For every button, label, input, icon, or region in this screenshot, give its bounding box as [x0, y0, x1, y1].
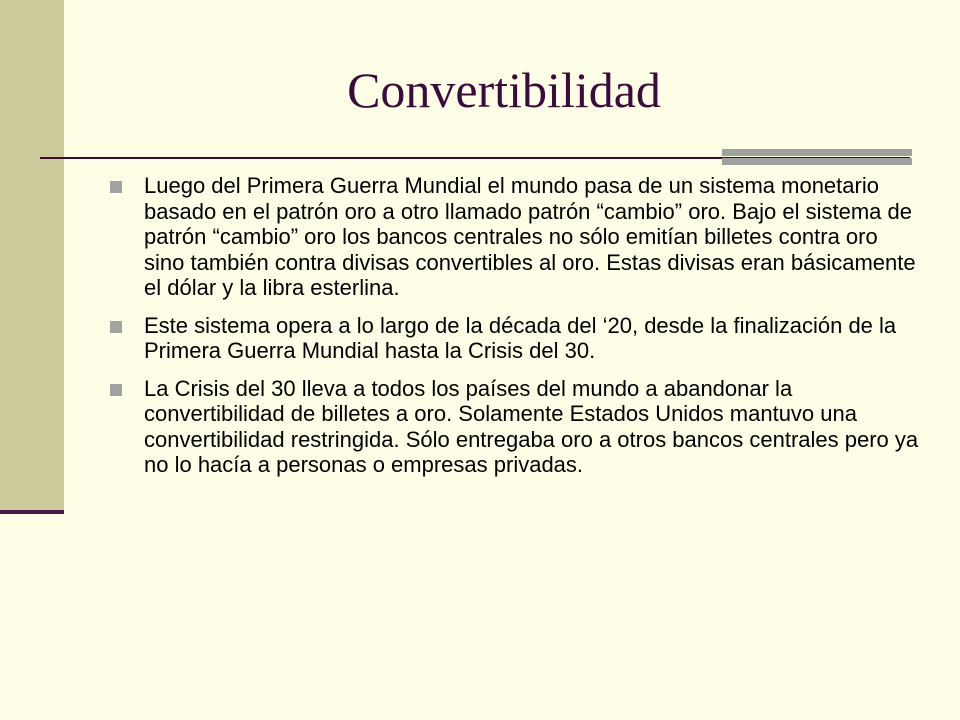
bullet-text: Este sistema opera a lo largo de la década del ‘20, desde la finalización de la Primera Guerra Mundial hasta la Crisis del 30.	[144, 312, 897, 363]
square-bullet-icon	[110, 321, 122, 333]
square-bullet-icon	[110, 384, 122, 396]
bullet-item	[110, 313, 920, 364]
title-underline-accent	[722, 149, 912, 165]
left-band-rule	[0, 510, 64, 514]
square-bullet-icon	[110, 181, 122, 193]
left-decorative-band	[0, 0, 64, 512]
bullet-text: La Crisis del 30 lleva a todos los países del mundo a abandonar la convertibilidad de billetes a oro. Solamente Estados Unidos mantuvo una convertibilidad restringida. Sólo entregaba oro a otros bancos centrales pero ya no lo hacía a personas o empresas privadas.	[144, 375, 919, 477]
slide-title: Convertibilidad	[347, 62, 661, 118]
bullet-list	[110, 173, 920, 490]
bullet-text: Luego del Primera Guerra Mundial el mundo pasa de un sistema monetario basado en el patrón oro a otro llamado patrón “cambio” oro. Bajo el sistema de patrón “cambio” oro los bancos centrales no sólo emitían billetes contra oro sino también contra divisas convertibles al oro. Estas divisas eran básicamente el dólar y la libra esterlina.	[144, 173, 916, 300]
bullet-item	[110, 173, 920, 301]
bullet-item	[110, 376, 920, 478]
